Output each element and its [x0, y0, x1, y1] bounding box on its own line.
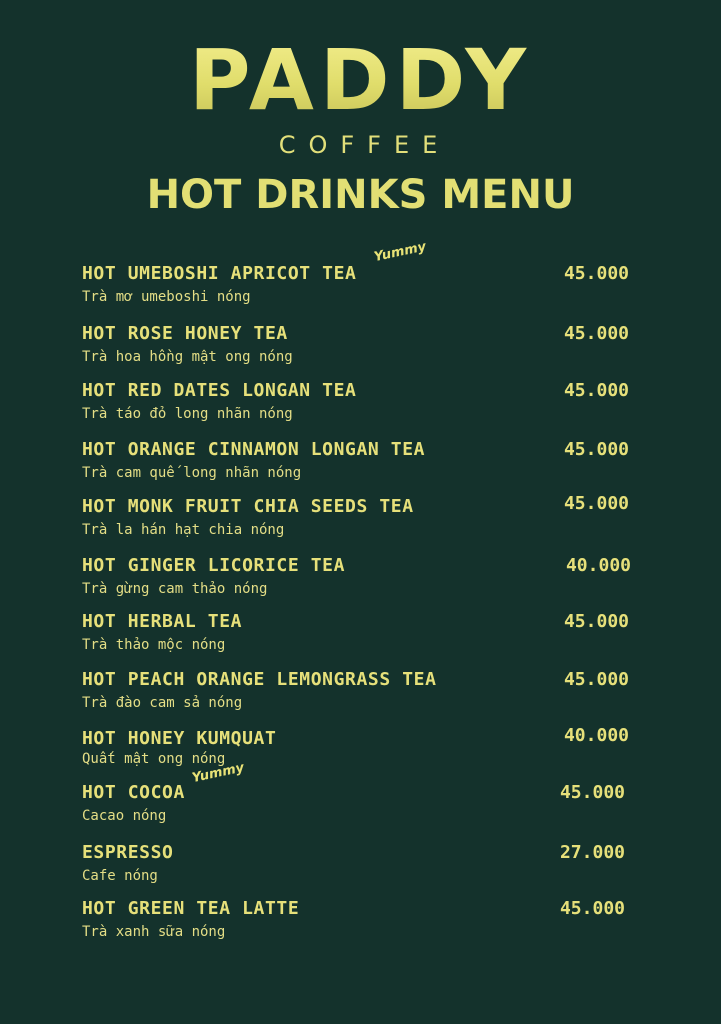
item-price: 45.000: [563, 323, 629, 344]
item-name: HOT HONEY KUMQUAT: [82, 728, 277, 749]
item-price: 40.000: [563, 725, 629, 746]
item-price: 40.000: [565, 555, 631, 576]
item-name: HOT ORANGE CINNAMON LONGAN TEA: [82, 439, 426, 460]
item-name: HOT PEACH ORANGE LEMONGRASS TEA: [82, 669, 437, 690]
item-name: HOT GINGER LICORICE TEA: [82, 555, 346, 576]
item-name: ESPRESSO: [82, 842, 174, 863]
item-description: Trà táo đỏ long nhãn nóng: [82, 406, 293, 422]
item-description: Cafe nóng: [82, 868, 158, 884]
menu-item: [0, 438, 721, 488]
menu-item: [0, 841, 721, 891]
item-description: Trà hoa hồng mật ong nóng: [82, 349, 293, 365]
menu-item: [0, 610, 721, 660]
item-description: Cacao nóng: [82, 808, 167, 824]
item-name: HOT MONK FRUIT CHIA SEEDS TEA: [82, 496, 414, 517]
menu-item: [0, 322, 721, 372]
item-description: Trà xanh sữa nóng: [82, 924, 226, 940]
item-description: Trà gừng cam thảo nóng: [82, 581, 268, 597]
item-price: 45.000: [563, 380, 629, 401]
item-price: 45.000: [559, 782, 625, 803]
item-name: HOT ROSE HONEY TEA: [82, 323, 288, 344]
item-description: Trà mơ umeboshi nóng: [82, 289, 251, 305]
item-name: HOT COCOA: [82, 782, 185, 803]
item-name: HOT GREEN TEA LATTE: [82, 898, 300, 919]
menu-item: [0, 379, 721, 429]
item-name: HOT RED DATES LONGAN TEA: [82, 380, 357, 401]
item-name: HOT HERBAL TEA: [82, 611, 243, 632]
menu-item: [0, 554, 721, 604]
item-description: Trà thảo mộc nóng: [82, 637, 226, 653]
menu-title: HOT DRINKS MENU: [146, 172, 575, 218]
menu-item: [0, 239, 721, 312]
item-price: 45.000: [563, 669, 629, 690]
item-price: 45.000: [563, 611, 629, 632]
item-description: Quất mật ong nóng: [82, 751, 226, 767]
yummy-badge: Yummy: [190, 760, 246, 787]
item-description: Trà la hán hạt chia nóng: [82, 522, 285, 538]
item-price: 45.000: [563, 493, 629, 514]
item-price: 45.000: [559, 898, 625, 919]
menu-item: [0, 495, 721, 545]
menu-item: [0, 727, 721, 777]
menu-item: [0, 897, 721, 947]
item-price: 27.000: [559, 842, 625, 863]
item-price: 45.000: [563, 439, 629, 460]
menu-item: [0, 760, 721, 831]
menu-item: [0, 668, 721, 718]
item-description: Trà cam quế long nhãn nóng: [82, 465, 302, 481]
brand-subtitle: COFFEE: [278, 131, 451, 159]
item-price: 45.000: [563, 263, 629, 284]
item-name: HOT UMEBOSHI APRICOT TEA: [82, 263, 357, 284]
brand-logo: PADDY: [0, 38, 721, 122]
yummy-badge: Yummy: [372, 239, 428, 266]
item-description: Trà đào cam sả nóng: [82, 695, 243, 711]
